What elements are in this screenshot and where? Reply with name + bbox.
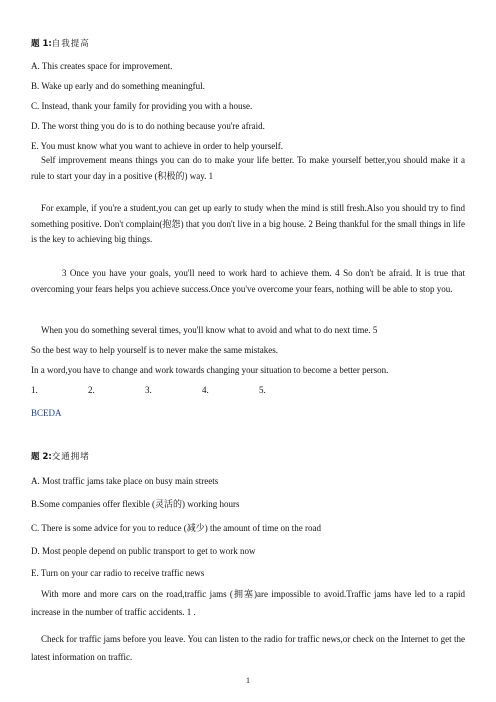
q2-option-d: D. Most people depend on public transport to get to work now bbox=[31, 546, 256, 556]
q2-paragraph-2: Check for traffic jams before you leave. You can listen to the radio for traffic news,or check on the Internet to get the latest information on traffic. bbox=[31, 634, 465, 662]
question-2-number: 题 2: bbox=[31, 452, 52, 462]
blank-5: 5. bbox=[259, 385, 266, 395]
q1-paragraph-1: Self improvement means things you can do to make your life better. To make yourself better,you should make it a rule to start your day in a positive (积极的) way. 1 bbox=[31, 155, 465, 181]
blank-2: 2. bbox=[88, 385, 95, 395]
page-number: 1 bbox=[246, 676, 250, 685]
q1-option-b: B. Wake up early and do something meaningful. bbox=[31, 81, 205, 91]
q2-option-a: A. Most traffic jams take place on busy main streets bbox=[31, 476, 219, 486]
q1-paragraph-4: When you do something several times, you'll know what to avoid and what to do next time. 5 bbox=[41, 325, 378, 335]
q2-option-b: B.Some companies offer flexible (灵活的) working hours bbox=[31, 499, 240, 509]
q1-paragraph-3: 3 Once you have your goals, you'll need to work hard to achieve them. 4 So don't be afraid. It is true that overcoming your fears helps you achieve success.Once you've overcome your fears, nothing will be able to stop you. bbox=[31, 268, 465, 294]
q1-answer: BCEDA bbox=[31, 408, 62, 418]
q1-answer-blanks bbox=[31, 384, 316, 396]
q1-option-d: D. The worst thing you do is to do nothing because you're afraid. bbox=[31, 121, 265, 131]
q1-option-e: E. You must know what you want to achieve in order to help yourself. bbox=[31, 141, 283, 151]
blank-3: 3. bbox=[145, 385, 152, 395]
q1-option-c: C. Instead, thank your family for providing you with a house. bbox=[31, 101, 253, 111]
question-2-topic: 交通拥堵 bbox=[51, 452, 90, 462]
q2-option-e: E. Turn on your car radio to receive traffic news bbox=[31, 568, 205, 578]
question-1-topic: 自我提高 bbox=[51, 39, 90, 49]
q2-option-c: C. There is some advice for you to reduce (减少) the amount of time on the road bbox=[31, 523, 321, 533]
q1-option-a: A. This creates space for improvement. bbox=[31, 61, 173, 71]
q2-paragraph-1: With more and more cars on the road,traffic jams (拥塞)are impossible to avoid.Traffic jams have led to a rapid increase in the number of traffic accidents. 1 . bbox=[31, 589, 465, 617]
question-2-heading bbox=[31, 451, 90, 463]
q1-paragraph-5: So the best way to help yourself is to never make the same mistakes. bbox=[31, 345, 278, 355]
q1-paragraph-6: In a word,you have to change and work towards changing your situation to become a better person. bbox=[31, 365, 389, 375]
blank-4: 4. bbox=[202, 385, 209, 395]
blank-1: 1. bbox=[31, 385, 38, 395]
question-1-number: 题 1: bbox=[31, 39, 52, 49]
question-1-heading bbox=[31, 38, 90, 50]
q1-paragraph-2: For example, if you're a student,you can get up early to study when the mind is still fresh.Also you should try to find something positive. Don't complain(抱怨) that you don't live in a big house. 2 Being thankful for the small things in life is the key to achieving big things. bbox=[31, 203, 465, 244]
